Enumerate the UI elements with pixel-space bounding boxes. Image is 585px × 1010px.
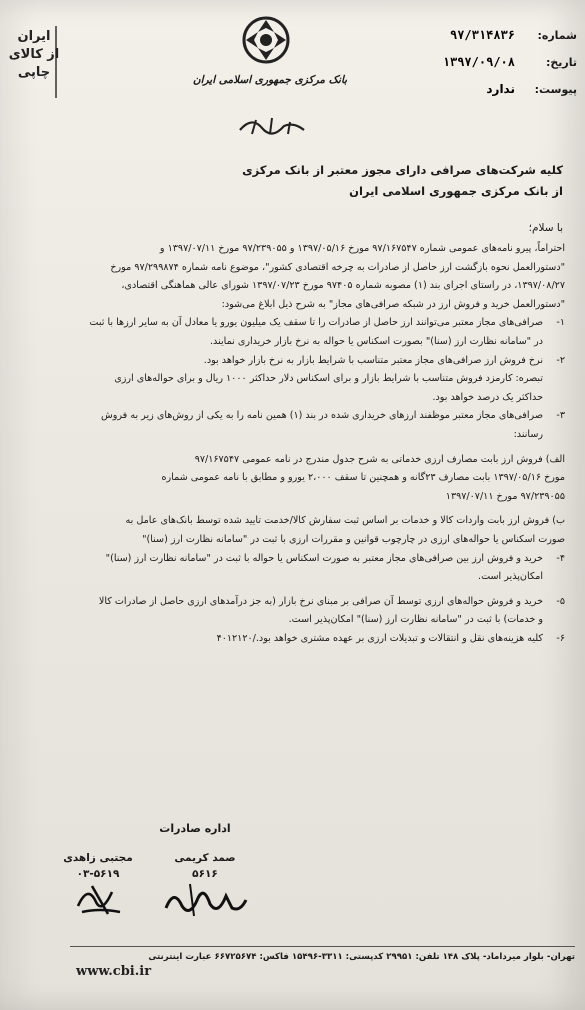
note-line: حداکثر یک درصد خواهد بود. (432, 391, 543, 403)
letter-date: ۱۳۹۷/۰۹/۰۸ (442, 55, 515, 69)
date-label: تاریخ: (545, 56, 577, 69)
stamp-line: چاپی (17, 65, 51, 80)
recipient-line: از بانک مرکزی جمهوری اسلامی ایران (349, 184, 563, 198)
item-number: ۵- (556, 595, 565, 607)
item-line: و خدمات) با ثبت در "سامانه نظارت ارز (سنا)" امکان‌پذیر است. (288, 614, 543, 626)
signer-name: صمد کریمی (174, 852, 236, 864)
attachment-label: پیوست: (534, 83, 577, 96)
item-number: ۱- (556, 317, 565, 329)
signer-code: ۰۳-۵۶۱۹ (76, 868, 120, 880)
note-item (17, 370, 565, 407)
recipient (23, 160, 563, 202)
stamp-line: از کالای (8, 47, 60, 62)
item-number: ۲- (556, 354, 565, 366)
sub-item-line: مورخ ۱۳۹۷/۰۵/۱۶ بابت مصارف ۲۳گانه و همچنین تا سقف ۲،۰۰۰ یورو و مطابق با نامه عمومی شماره (161, 472, 565, 484)
letter-attachment: ندارد (486, 82, 515, 96)
intro-line: "دستورالعمل نحوه بازگشت ارز حاصل از صادرات به چرخه اقتصادی کشور"، موضوع نامه شماره ۹۷/۲۹۹۸۷۴ مورخ (110, 261, 565, 273)
stamp-text (6, 28, 62, 82)
item-line: نرخ فروش ارز صرافی‌های مجاز معتبر متناسب با شرایط بازار به نرخ بازار خواهد بود. (203, 354, 543, 366)
item-line: صرافی‌های مجاز معتبر می‌توانند ارز حاصل از صادرات را تا سقف یک میلیون یورو یا معادل آن به سایر ارزها با ثبت (89, 317, 543, 329)
bank-name: بانک مرکزی جمهوری اسلامی ایران (192, 74, 348, 86)
bismillah-calligraphy-icon (232, 112, 312, 142)
footer-website: www.cbi.ir (76, 964, 152, 979)
sub-item-line: ۹۷/۲۳۹۰۵۵ مورخ ۱۳۹۷/۰۷/۱۱ (445, 490, 565, 502)
footer-rule (70, 946, 575, 947)
signature-zahedi-icon (72, 878, 127, 918)
signer-code: ۵۶۱۶ (192, 868, 218, 880)
list-item (17, 630, 565, 649)
salutation: با سلام؛ (528, 222, 563, 234)
item-line: در "سامانه نظارت ارز (سنا)" بصورت اسکناس یا حواله به نرخ بازار خریداری نمایند. (210, 335, 543, 347)
intro-line: "دستورالعمل خرید و فروش ارز در شبکه صرافی‌های مجاز" به شرح ذیل ابلاغ می‌شود: (221, 298, 565, 310)
letter-body (17, 240, 565, 648)
item-line: رسانند: (513, 428, 543, 440)
letter-number: ۹۷/۳۱۴۸۳۶ (449, 28, 515, 42)
central-bank-logo-icon (240, 14, 292, 66)
note-line: تبصره: کارمزد فروش متناسب با شرایط بازار و برای اسکناس دلار حداکثر ۱۰۰۰ ریال و برای حواله‌های ارزی (114, 373, 543, 385)
list-item (17, 407, 565, 444)
intro-line: ۱۳۹۷/۰۸/۲۷، در راستای اجرای بند (۱) مصوبه شماره ۹۷۴۰۵ مورخ ۱۳۹۷/۰۷/۲۳ شورای عالی هماهنگی اقتصادی، (121, 280, 565, 292)
sub-item-line: ب) فروش ارز بابت واردات کالا و خدمات بر اساس ثبت سفارش کالا/خدمت تایید شده توسط بانک‌های عامل به (125, 515, 565, 527)
meta-values (405, 22, 515, 103)
list-item (17, 550, 565, 587)
sub-item-be (17, 512, 565, 549)
meta-labels (527, 22, 577, 103)
signature-karimi-icon (160, 878, 250, 923)
item-line: خرید و فروش حواله‌های ارزی توسط آن صرافی بر مبنای نرخ بازار (به جز درآمدهای ارزی حاصل از صادرات کالا (98, 595, 543, 607)
list-item (17, 352, 565, 371)
signer-name: مجتبی زاهدی (63, 852, 133, 864)
item-line: خرید و فروش ارز بین صرافی‌های مجاز معتبر به صورت اسکناس یا حواله با ثبت در "سامانه نظارت ارز (سنا)" (105, 552, 543, 564)
item-line: صرافی‌های مجاز معتبر موظفند ارزهای خریداری شده در بند (۱) همین نامه را به یکی از روش‌های زیر به فروش (101, 410, 543, 422)
list-item (17, 314, 565, 351)
item-number: ۳- (556, 410, 565, 422)
sub-item-alef (17, 451, 565, 507)
footer-address: تهران- بلوار میرداماد- پلاک ۱۴۸ تلفن: ۲۹۹۵۱ کدپستی: ۳۳۱۱-۱۵۴۹۶ فاکس: ۶۶۷۲۵۶۷۴ عبارت اینترنتی (148, 952, 575, 962)
sub-item-line: الف) فروش ارز بابت مصارف ارزی خدماتی به شرح جدول مندرج در نامه عمومی ۹۷/۱۶۷۵۴۷ (194, 453, 565, 465)
recipient-line: کلیه شرکت‌های صرافی دارای مجوز معتبر از بانک مرکزی (242, 163, 563, 177)
item-line: کلیه هزینه‌های نقل و انتقالات و تبدیلات ارزی بر عهده مشتری خواهد بود./۴۰۱۲۱۲۰ (216, 632, 543, 644)
item-number: ۶- (556, 632, 565, 644)
office-name: اداره صادرات (159, 822, 231, 835)
stamp-line: ایران (17, 29, 51, 44)
item-line: امکان‌پذیر است. (478, 571, 543, 583)
item-number: ۴- (556, 552, 565, 564)
sub-item-line: صورت اسکناس یا حواله‌های ارزی در چارچوب قوانین و مقررات ارزی با ثبت در "سامانه نظارت ارز (سنا)" (142, 533, 565, 545)
intro-line: احتراماً، پیرو نامه‌های عمومی شماره ۹۷/۱۶۷۵۴۷ مورخ ۱۳۹۷/۰۵/۱۶ و ۹۷/۲۳۹۰۵۵ مورخ ۱۳۹۷/۰۷/۱۱ و (159, 243, 565, 254)
list-item (17, 593, 565, 630)
number-label: شماره: (537, 29, 577, 42)
